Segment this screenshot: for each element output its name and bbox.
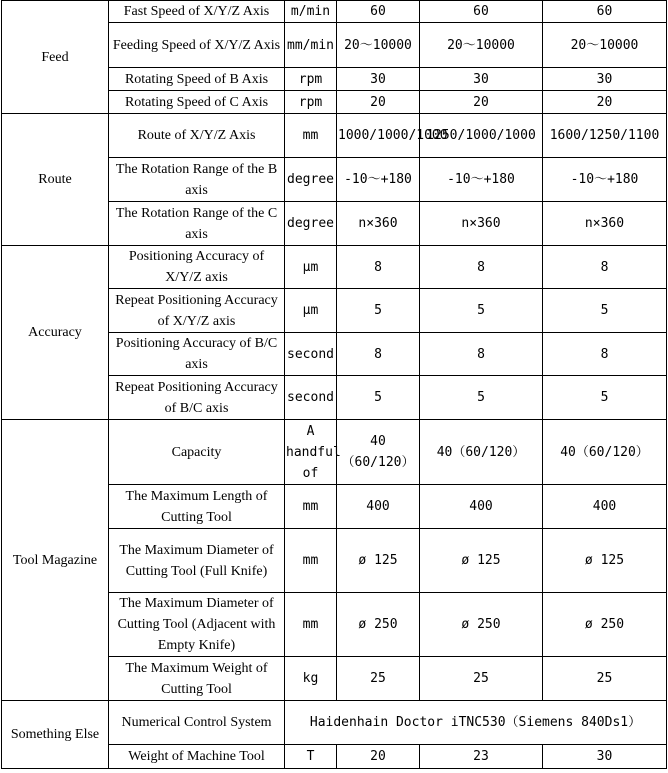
spec-table-body	[2, 1, 667, 769]
spec-unit: A handful of	[285, 420, 337, 485]
spec-item: Repeat Positioning Accuracy of B/C axis	[109, 376, 285, 420]
spec-item: Positioning Accuracy of X/Y/Z axis	[109, 246, 285, 289]
spec-unit: degree	[285, 158, 337, 202]
spec-unit: mm	[285, 485, 337, 529]
spec-value-model-3: 25	[543, 657, 667, 701]
section-label: Tool Magazine	[2, 420, 109, 701]
spec-value-model-3: 30	[543, 68, 667, 91]
section-label: Accuracy	[2, 246, 109, 420]
spec-value-model-2: 8	[420, 333, 543, 376]
spec-value-model-3: ø 250	[543, 593, 667, 657]
table-row	[2, 701, 667, 745]
spec-item: Repeat Positioning Accuracy of X/Y/Z axis	[109, 289, 285, 333]
spec-value-model-2: ø 125	[420, 529, 543, 593]
spec-value-model-2: 5	[420, 376, 543, 420]
spec-value-model-1: 25	[337, 657, 420, 701]
spec-value-span: Haidenhain Doctor iTNC530（Siemens 840Ds1）	[285, 701, 667, 745]
spec-item: The Rotation Range of the B axis	[109, 158, 285, 202]
spec-value-model-3: -10～+180	[543, 158, 667, 202]
spec-value-model-2: -10～+180	[420, 158, 543, 202]
spec-value-model-1: 20	[337, 91, 420, 114]
spec-value-model-3: 40（60/120）	[543, 420, 667, 485]
section-label: Route	[2, 114, 109, 246]
spec-item: Rotating Speed of B Axis	[109, 68, 285, 91]
table-row	[2, 420, 667, 485]
spec-value-model-1: 5	[337, 289, 420, 333]
spec-value-model-3: ø 125	[543, 529, 667, 593]
spec-value-model-1: ø 125	[337, 529, 420, 593]
spec-item: Feeding Speed of X/Y/Z Axis	[109, 23, 285, 68]
spec-unit: μm	[285, 246, 337, 289]
spec-value-model-2: 60	[420, 1, 543, 23]
spec-table	[1, 0, 667, 769]
spec-value-model-3: 8	[543, 246, 667, 289]
spec-item: The Maximum Diameter of Cutting Tool (Full Knife)	[109, 529, 285, 593]
spec-item: Weight of Machine Tool	[109, 745, 285, 769]
spec-item: Positioning Accuracy of B/C axis	[109, 333, 285, 376]
spec-value-model-3: 1600/1250/1100	[543, 114, 667, 158]
spec-value-model-2: 30	[420, 68, 543, 91]
spec-value-model-1: 40（60/120）	[337, 420, 420, 485]
spec-value-model-1: 60	[337, 1, 420, 23]
spec-unit: mm	[285, 114, 337, 158]
spec-item: Capacity	[109, 420, 285, 485]
spec-unit: T	[285, 745, 337, 769]
spec-value-model-3: 60	[543, 1, 667, 23]
spec-unit: m/min	[285, 1, 337, 23]
spec-unit: mm	[285, 593, 337, 657]
spec-value-model-1: 8	[337, 333, 420, 376]
spec-value-model-2: 40（60/120）	[420, 420, 543, 485]
spec-value-model-1: 8	[337, 246, 420, 289]
table-row	[2, 246, 667, 289]
spec-item: Numerical Control System	[109, 701, 285, 745]
spec-value-model-3: 20～10000	[543, 23, 667, 68]
spec-value-model-2: 400	[420, 485, 543, 529]
spec-value-model-1: 30	[337, 68, 420, 91]
spec-value-model-3: 30	[543, 745, 667, 769]
spec-value-model-2: ø 250	[420, 593, 543, 657]
spec-value-model-1: 20	[337, 745, 420, 769]
section-label: Something Else	[2, 701, 109, 769]
spec-unit: mm/min	[285, 23, 337, 68]
spec-unit: second	[285, 376, 337, 420]
spec-value-model-1: 20～10000	[337, 23, 420, 68]
section-label: Feed	[2, 1, 109, 114]
spec-value-model-1: n×360	[337, 202, 420, 246]
spec-value-model-1: 400	[337, 485, 420, 529]
spec-item: The Maximum Weight of Cutting Tool	[109, 657, 285, 701]
spec-value-model-3: 8	[543, 333, 667, 376]
table-row	[2, 114, 667, 158]
spec-value-model-3: 5	[543, 289, 667, 333]
spec-value-model-1: 1000/1000/1000	[337, 114, 420, 158]
spec-value-model-2: 25	[420, 657, 543, 701]
spec-unit: mm	[285, 529, 337, 593]
spec-value-model-1: -10～+180	[337, 158, 420, 202]
spec-unit: rpm	[285, 91, 337, 114]
spec-unit: kg	[285, 657, 337, 701]
spec-item: Fast Speed of X/Y/Z Axis	[109, 1, 285, 23]
spec-value-model-3: 20	[543, 91, 667, 114]
spec-item: Rotating Speed of C Axis	[109, 91, 285, 114]
spec-value-model-1: ø 250	[337, 593, 420, 657]
spec-value-model-2: 5	[420, 289, 543, 333]
spec-item: The Rotation Range of the C axis	[109, 202, 285, 246]
spec-value-model-2: 23	[420, 745, 543, 769]
spec-item: The Maximum Length of Cutting Tool	[109, 485, 285, 529]
spec-value-model-3: 5	[543, 376, 667, 420]
spec-unit: μm	[285, 289, 337, 333]
spec-value-model-2: 20～10000	[420, 23, 543, 68]
spec-value-model-1: 5	[337, 376, 420, 420]
spec-item: Route of X/Y/Z Axis	[109, 114, 285, 158]
spec-unit: rpm	[285, 68, 337, 91]
spec-value-model-2: n×360	[420, 202, 543, 246]
spec-unit: degree	[285, 202, 337, 246]
spec-value-model-2: 20	[420, 91, 543, 114]
spec-value-model-3: n×360	[543, 202, 667, 246]
spec-item: The Maximum Diameter of Cutting Tool (Adjacent with Empty Knife)	[109, 593, 285, 657]
table-row	[2, 1, 667, 23]
spec-value-model-2: 8	[420, 246, 543, 289]
spec-value-model-2: 1250/1000/1000	[420, 114, 543, 158]
spec-unit: second	[285, 333, 337, 376]
spec-value-model-3: 400	[543, 485, 667, 529]
